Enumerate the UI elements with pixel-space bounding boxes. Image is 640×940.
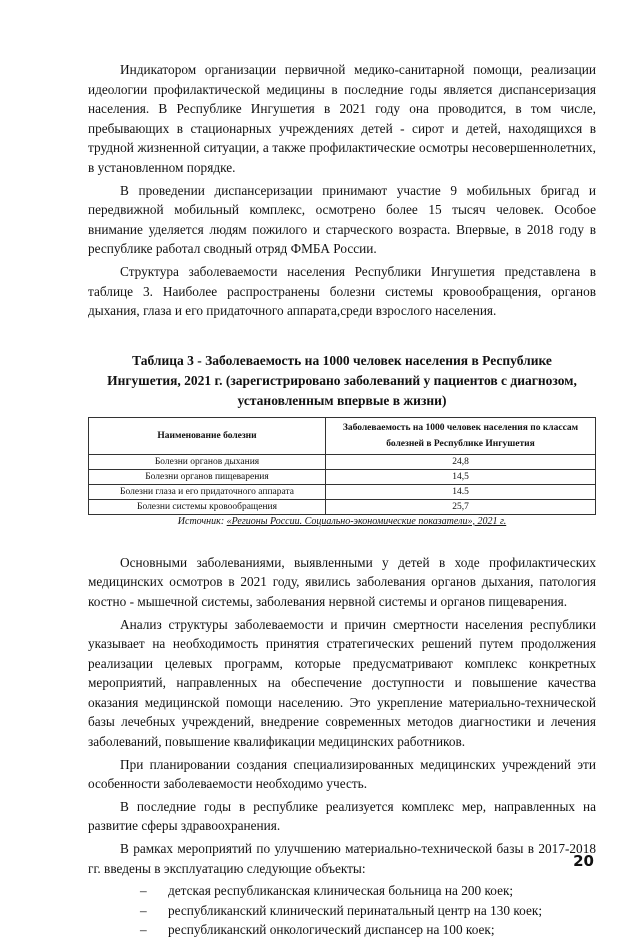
paragraph-measures: В последние годы в республике реализуется комплекс мер, направленных на развитие сферы здравоохранения. — [88, 798, 596, 834]
table-header-row — [89, 417, 596, 454]
cell-disease-name: Болезни глаза и его придаточного аппарата — [89, 484, 326, 499]
table-row — [89, 484, 596, 499]
cell-morbidity-value: 25,7 — [326, 499, 596, 514]
table-row — [89, 454, 596, 469]
cell-morbidity-value: 14.5 — [326, 484, 596, 499]
table-title: Таблица 3 - Заболеваемость на 1000 человек населения в Республике Ингушетия, 2021 г. (зарегистрировано заболеваний у пациентов с диагнозом, установленным впервые в жизни) — [107, 352, 577, 408]
source-text: «Регионы России. Социально-экономические показатели», 2021 г. — [226, 515, 507, 527]
cell-disease-name: Болезни органов пищеварения — [89, 469, 326, 484]
paragraph-dispensary-indicator: Индикатором организации первичной медико-санитарной помощи, реализации идеологии профилактической медицины в последние годы является диспансеризация населения. В Республике Ингушетия в 2021 году она проводится, в том числе, пребывающих в стационарных учреждениях детей - сирот и детей, находящихся в трудной жизненной ситуации, а также профилактические осмотры несовершеннолетних, в установленном порядке. — [88, 62, 596, 175]
cell-disease-name: Болезни системы кровообращения — [89, 499, 326, 514]
list-dash: – — [140, 902, 147, 918]
list-item-text: республиканский клинический перинатальный центр на 130 коек; — [168, 902, 543, 918]
list-item — [88, 881, 596, 901]
header-disease-name: Наименование болезни — [89, 417, 326, 454]
list-item — [88, 901, 596, 921]
paragraph-morbidity-structure: Структура заболеваемости населения Республики Ингушетия представлена в таблице 3. Наиболее распространены болезни системы кровообращения, органов дыхания, глаза и его придаточного аппарата,среди взрослого населения. — [88, 263, 596, 319]
list-dash: – — [140, 883, 147, 899]
page-number: 20 — [573, 852, 594, 870]
list-item — [88, 920, 596, 940]
list-dash: – — [140, 922, 147, 938]
list-item-text: детская республиканская клиническая больница на 200 коек; — [168, 883, 514, 899]
table-row — [89, 499, 596, 514]
paragraph-children-diseases: Основными заболеваниями, выявленными у детей в ходе профилактических медицинских осмотров в 2021 году, явились заболевания органов дыхания, патология костно - мышечной системы, заболевания нервной системы и органов пищеварения. — [88, 554, 596, 609]
paragraph-planning: При планировании создания специализированных медицинских учреждений эти особенности заболеваемости необходимо учесть. — [88, 756, 596, 792]
source-label: Источник: — [177, 515, 225, 527]
list-item-text: республиканский онкологический диспансер на 100 коек; — [168, 922, 495, 938]
facilities-list — [88, 881, 596, 940]
morbidity-table — [88, 417, 596, 515]
table-source — [88, 516, 596, 527]
header-morbidity-value: Заболеваемость на 1000 человек населения по классам болезней в Республике Ингушетия — [326, 417, 596, 454]
cell-disease-name: Болезни органов дыхания — [89, 454, 326, 469]
paragraph-facilities-intro: В рамках мероприятий по улучшению материально-технической базы в 2017-2018 гг. введены в эксплуатацию следующие объекты: — [88, 841, 596, 876]
paragraph-mobile-teams: В проведении диспансеризации принимают участие 9 мобильных бригад и передвижной мобильный комплекс, осмотрено более 15 тысяч человек. Особое внимание уделяется людям пожилого и старческого возраста. Впервые, в 2018 году в республике работал сводный отряд ФМБА России. — [88, 182, 596, 257]
paragraph-analysis: Анализ структуры заболеваемости и причин смертности населения республики указывает на необходимость принятия стратегических решений путем продолжения реализации целевых программ, которые предусматривают комплекс конкретных мероприятий, направленных на обеспечение доступности и повышение качества оказания медицинской помощи населению. Это укрепление материально-технической базы лечебных учреждений, внедрение современных методов диагностики и лечения заболеваний, повышение квалификации медицинских работников. — [88, 616, 596, 750]
cell-morbidity-value: 24,8 — [326, 454, 596, 469]
page-content — [88, 60, 596, 940]
cell-morbidity-value: 14,5 — [326, 469, 596, 484]
table-row — [89, 469, 596, 484]
